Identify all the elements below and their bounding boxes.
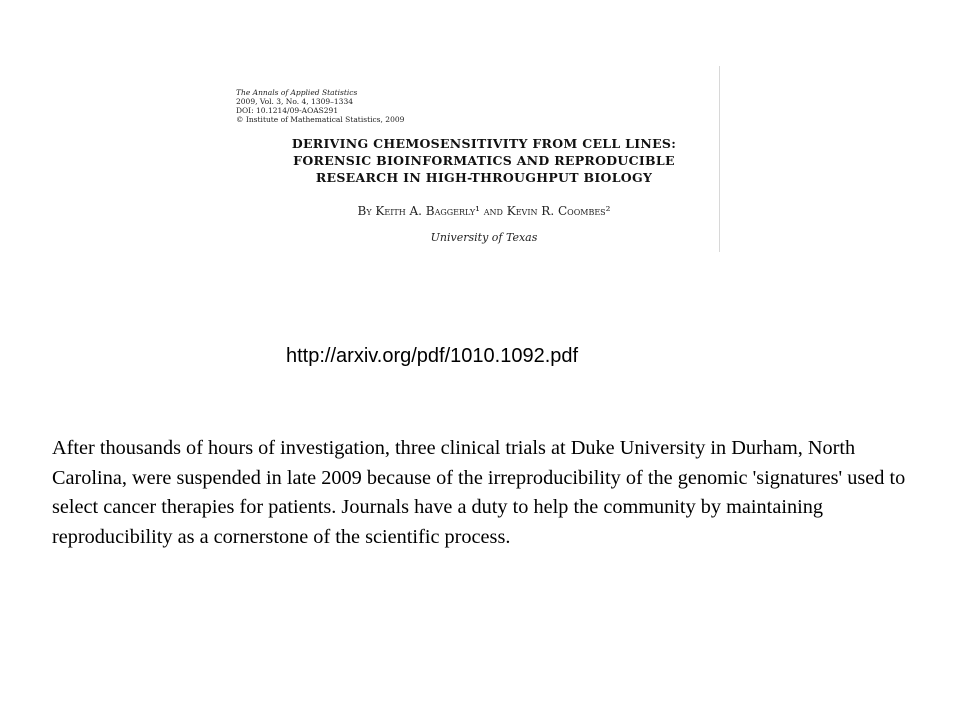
journal-volume: 2009, Vol. 3, No. 4, 1309–1334 bbox=[236, 97, 353, 106]
journal-name: The Annals of Applied Statistics bbox=[236, 88, 358, 97]
journal-doi: DOI: 10.1214/09-AOAS291 bbox=[236, 106, 339, 115]
body-paragraph: After thousands of hours of investigation, three clinical trials at Duke University in Durham, North Carolina, were suspended in late 2009 because of the irreproducibility of the genomic 'signatures' used to select cancer therapies for patients. Journals have a duty to help the community by maintaining reproducibility as a cornerstone of the scientific process. bbox=[52, 437, 906, 548]
paper-header-image bbox=[224, 68, 720, 254]
paper-title-line: RESEARCH IN HIGH-THROUGHPUT BIOLOGY bbox=[315, 170, 653, 185]
paper-title-line: FORENSIC BIOINFORMATICS AND REPRODUCIBLE bbox=[293, 153, 675, 168]
paper-affiliation: University of Texas bbox=[430, 231, 538, 244]
paper-authors: By Keith A. Baggerly¹ and Kevin R. Coombes² bbox=[357, 204, 611, 218]
paper-title-line: DERIVING CHEMOSENSITIVITY FROM CELL LINES: bbox=[291, 136, 677, 151]
journal-copyright: © Institute of Mathematical Statistics, 2009 bbox=[236, 115, 405, 124]
paper-url-link[interactable]: http://arxiv.org/pdf/1010.1092.pdf bbox=[286, 345, 579, 367]
paper-title bbox=[224, 135, 744, 186]
image-edge-divider bbox=[719, 66, 720, 252]
journal-metadata bbox=[236, 88, 404, 124]
